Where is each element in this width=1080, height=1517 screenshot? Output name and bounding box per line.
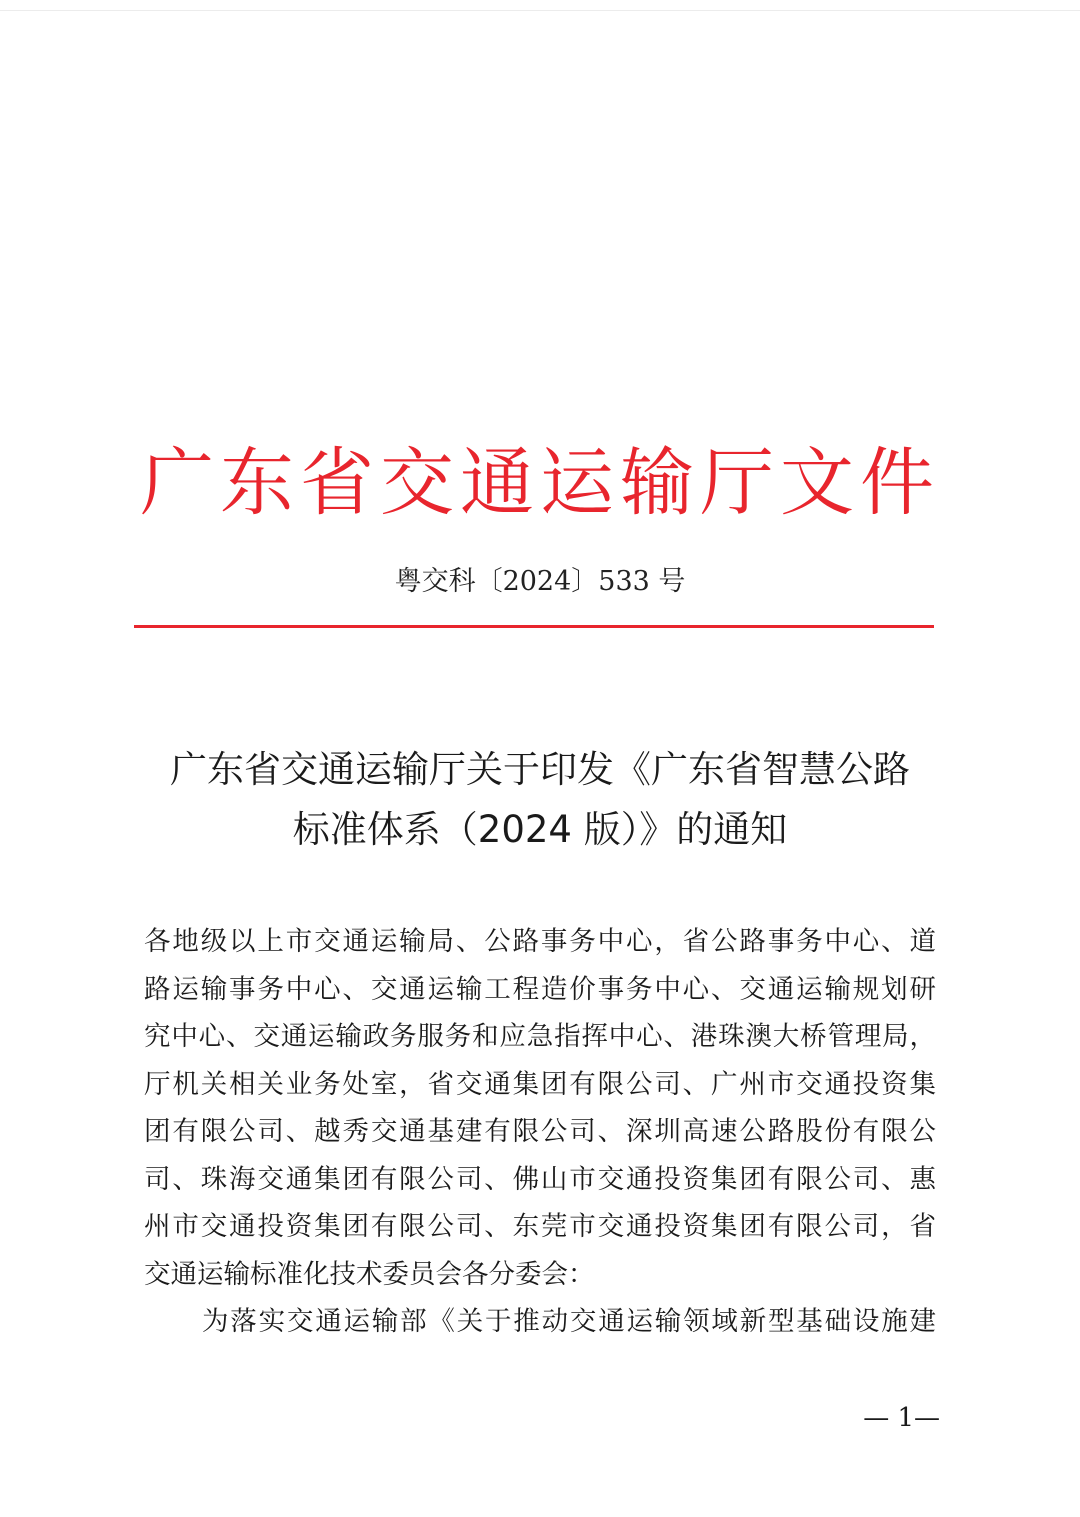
page-number: — 1— bbox=[863, 1403, 940, 1433]
body-line: 交通运输标准化技术委员会各分委会： bbox=[144, 1258, 595, 1290]
body-line: 州市交通投资集团有限公司、东莞市交通投资集团有限公司，省 bbox=[144, 1211, 936, 1242]
document-number: 粤交科〔2024〕533 号 bbox=[394, 566, 686, 597]
body-line: 司、珠海交通集团有限公司、佛山市交通投资集团有限公司、惠 bbox=[144, 1163, 936, 1195]
body-line: 究中心、交通运输政务服务和应急指挥中心、港珠澳大桥管理局， bbox=[144, 1021, 936, 1052]
red-divider-line bbox=[134, 625, 934, 628]
body-line: 团有限公司、越秀交通基建有限公司、深圳高速公路股份有限公 bbox=[144, 1116, 936, 1147]
document-title-line: 广东省交通运输厅关于印发《广东省智慧公路 bbox=[170, 748, 910, 791]
page-top-edge bbox=[0, 10, 1080, 11]
body-line: 厅机关相关业务处室，省交通集团有限公司、广州市交通投资集 bbox=[144, 1068, 936, 1100]
body-line: 路运输事务中心、交通运输工程造价事务中心、交通运输规划研 bbox=[144, 973, 936, 1005]
document-title bbox=[140, 740, 940, 860]
document-title-line: 标准体系（2024 版）》的通知 bbox=[292, 808, 788, 851]
body-line: 各地级以上市交通运输局、公路事务中心，省公路事务中心、道 bbox=[144, 926, 936, 957]
issuer-header-title: 广东省交通运输厅文件 bbox=[140, 440, 940, 526]
body-line: 为落实交通运输部《关于推动交通运输领域新型基础设施建 bbox=[202, 1306, 936, 1337]
document-body bbox=[144, 918, 936, 1346]
